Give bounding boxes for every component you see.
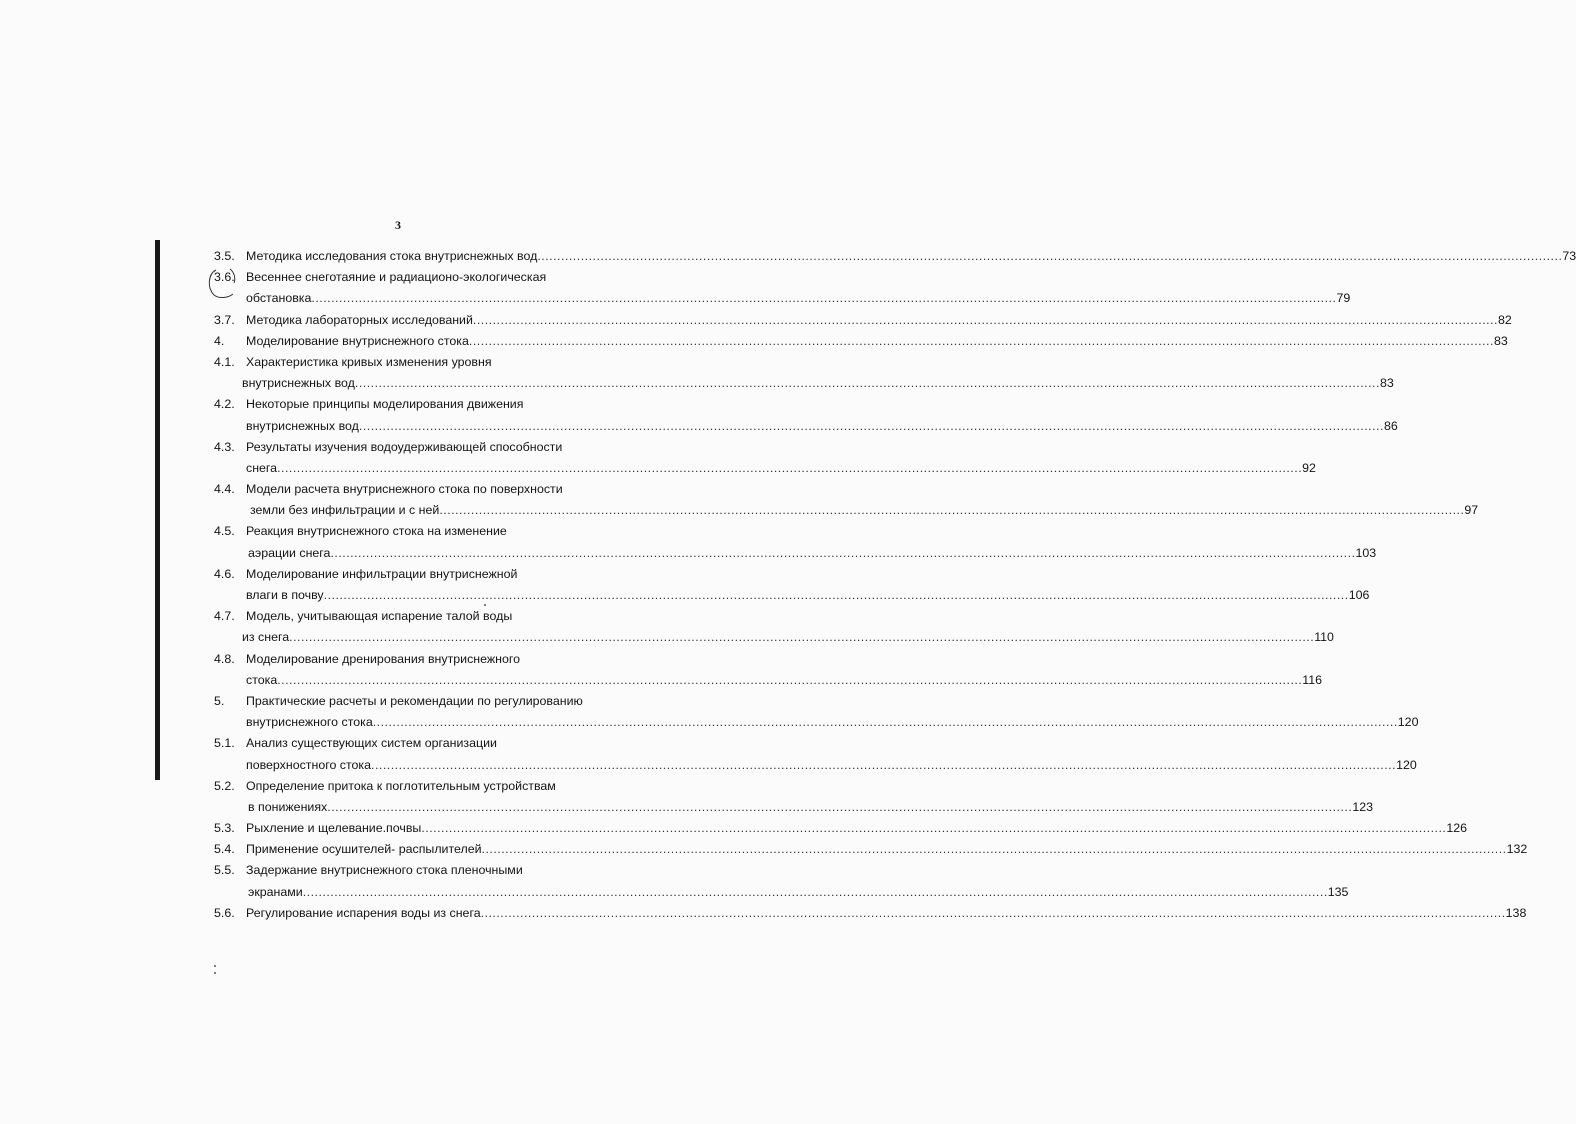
toc-entry-title: Модели расчета внутриснежного стока по поверхности [246,482,563,497]
toc-entry-title: Методика исследования стока внутриснежных вод [246,249,538,263]
dot-leader: .................................................................................................................................................................................................................................................................... [277,672,1303,687]
toc-entry [0,776,795,797]
toc-entry-continuation [0,373,1394,394]
toc-entry-title: внутриснежного стока [246,715,373,730]
toc-page-number: 103 [1355,545,1377,560]
toc-entry [0,860,795,881]
toc-section-number: 4.7. [214,609,235,624]
toc-entry-title: земли без инфильтрации и с ней [250,503,440,518]
dot-leader: .................................................................................................................................................................................................................................................................... [372,715,1398,730]
toc-page-number: 97 [1464,503,1479,518]
toc-entry [0,564,795,585]
toc-entry [0,818,1468,839]
toc-section-number: 3.5. [214,249,235,263]
toc-leader-row [246,839,1528,860]
toc-entry-title: Определение притока к поглотительным устройствам [246,778,556,793]
toc-section-number: 4. [214,333,225,348]
toc-section-number: 4.3. [214,439,235,454]
dot-leader: .................................................................................................................................................................................................................................................................... [472,312,1498,327]
toc-entry-continuation [0,416,1398,437]
toc-leader-row [246,585,1370,606]
toc-entry [0,521,795,542]
toc-page-number: 120 [1397,715,1419,730]
toc-leader-row [246,755,1417,776]
dot-leader: .................................................................................................................................................................................................................................................................... [371,757,1397,772]
toc-entry-continuation [0,755,1417,776]
toc-entry-continuation [0,670,1323,691]
toc-entry [0,267,795,288]
toc-entry-title: из снега [242,630,290,645]
toc-entry-continuation [0,458,1316,479]
toc-leader-row [242,373,1394,394]
toc-entry-title: внутриснежных вод [242,376,355,391]
toc-leader-row [246,246,1576,267]
toc-leader-row [246,903,1527,924]
toc-entry [0,733,795,754]
toc-entry-title: внутриснежных вод [246,418,359,433]
dot-leader: .................................................................................................................................................................................................................................................................... [330,545,1356,560]
toc-entry-title: поверхностного стока [246,757,372,772]
dot-leader: .................................................................................................................................................................................................................................................................... [439,503,1465,518]
dot-leader: .................................................................................................................................................................................................................................................................... [354,376,1380,391]
toc-entry [0,352,795,373]
dot-leader: .................................................................................................................................................................................................................................................................... [289,630,1315,645]
toc-entry-continuation [0,500,1479,521]
table-of-contents [0,246,1576,924]
toc-section-number: 5.2. [214,778,235,793]
toc-entry-title: Рыхление и щелевание.почвы [246,821,422,836]
toc-leader-row [246,818,1468,839]
toc-entry [0,649,795,670]
toc-entry [0,903,1527,924]
toc-section-number: 5.1. [214,736,235,751]
toc-entry-title: Весеннее снеготаяние и радиационо-экологическая [246,270,547,285]
toc-entry-title: снега [246,460,278,475]
toc-leader-row [248,797,1373,818]
toc-entry-continuation [0,543,1377,564]
toc-page-number: 79 [1336,291,1351,306]
toc-section-number: 4.5. [214,524,235,539]
toc-entry-title: Характеристика кривых изменения уровня [246,354,492,369]
toc-entry-title: аэрации снега [248,545,331,560]
toc-leader-row [248,543,1377,564]
toc-leader-row [246,416,1398,437]
toc-entry-title: стока [246,672,278,687]
toc-section-number: 5.3. [214,821,235,836]
toc-leader-row [246,310,1512,331]
toc-entry [0,479,795,500]
toc-entry [0,246,1576,267]
toc-section-number: 3.6. [214,270,235,285]
toc-page-number: 116 [1302,672,1323,687]
toc-page-number: 110 [1314,630,1334,645]
toc-entry-continuation [0,882,1349,903]
toc-section-number: 4.6. [214,566,235,581]
toc-entry-title: обстановка [246,291,312,306]
toc-entry-title: Моделирование дренирования внутриснежного [246,651,521,666]
toc-leader-row [248,882,1349,903]
toc-entry-title: Моделирование инфильтрации внутриснежной [246,566,518,581]
toc-entry-title: Регулирование испарения воды из снега [246,905,481,920]
toc-entry-title: Модель, учитывающая испарение талой воды [246,609,513,624]
dot-leader: .................................................................................................................................................................................................................................................................... [537,249,1563,263]
toc-entry [0,437,795,458]
toc-page-number: 92 [1302,460,1316,475]
dot-leader: .................................................................................................................................................................................................................................................................... [481,842,1507,857]
dot-leader: .................................................................................................................................................................................................................................................................... [421,821,1447,836]
dot-leader: .................................................................................................................................................................................................................................................................... [323,588,1349,602]
toc-entry-title: влаги в почву [246,588,324,602]
toc-page-number: 123 [1352,799,1373,814]
toc-section-number: 4.8. [214,651,235,666]
toc-leader-row [246,331,1508,352]
toc-leader-row [246,458,1316,479]
toc-section-number: 5.6. [214,905,235,920]
speck-mark [214,965,216,967]
toc-entry-continuation [0,627,1334,648]
toc-entry [0,394,795,415]
toc-entry-title: Реакция внутриснежного стока на изменение [246,524,507,539]
dot-leader: .................................................................................................................................................................................................................................................................... [311,291,1337,306]
toc-page-number: 106 [1348,588,1370,602]
dot-leader: .................................................................................................................................................................................................................................................................... [480,905,1506,920]
dot-leader: .................................................................................................................................................................................................................................................................... [277,460,1303,475]
toc-entry-title: Применение осушителей- распылителей [246,842,482,857]
dot-leader: .................................................................................................................................................................................................................................................................... [327,799,1353,814]
toc-leader-row [246,670,1323,691]
toc-entry [0,331,1508,352]
toc-page-number: 82 [1497,312,1512,327]
toc-leader-row [246,288,1351,309]
toc-section-number: 4.4. [214,482,235,497]
toc-entry-continuation [0,797,1373,818]
toc-entry-continuation [0,585,1370,606]
toc-entry-title: Методика лабораторных исследований [246,312,473,327]
toc-page-number: 83 [1379,376,1394,391]
toc-entry-continuation [0,712,1419,733]
toc-leader-row [250,500,1479,521]
toc-entry [0,310,1512,331]
toc-section-number: 3.7. [214,312,235,327]
toc-entry-title: Моделирование внутриснежного стока [246,333,469,348]
speck-mark [214,972,216,974]
toc-leader-row [242,627,1334,648]
toc-leader-row [246,712,1419,733]
toc-entry-title: Результаты изучения водоудерживающей способности [246,439,563,454]
dot-leader: .................................................................................................................................................................................................................................................................... [358,418,1384,433]
toc-entry-title: экранами [248,884,303,899]
toc-entry [0,691,795,712]
toc-page-number: 73 [1562,249,1576,263]
toc-entry-title: Анализ существующих систем организации [246,736,497,751]
dot-leader: .................................................................................................................................................................................................................................................................... [468,333,1494,348]
toc-entry-title: в понижениях [248,799,328,814]
toc-page-number: 132 [1506,842,1528,857]
toc-entry-title: Практические расчеты и рекомендации по регулированию [246,693,583,708]
toc-page-number: 86 [1383,418,1398,433]
dot-leader: .................................................................................................................................................................................................................................................................... [302,884,1328,899]
toc-entry-continuation [0,288,1351,309]
toc-page-number: 83 [1493,333,1508,348]
toc-page-number: 126 [1446,821,1468,836]
toc-entry [0,606,795,627]
page-number: 3 [395,218,401,232]
toc-entry [0,839,1528,860]
toc-section-number: 4.2. [214,397,235,412]
toc-page-number: 138 [1505,905,1527,920]
toc-section-number: 5.4. [214,842,235,857]
toc-section-number: 4.1. [214,354,235,369]
toc-section-number: 5.5. [214,863,235,878]
toc-page-number: 135 [1327,884,1349,899]
toc-entry-title: Задержание внутриснежного стока пленочными [246,863,523,878]
toc-entry-title: Некоторые принципы моделирования движения [246,397,524,412]
toc-section-number: 5. [214,693,225,708]
toc-page-number: 120 [1396,757,1417,772]
